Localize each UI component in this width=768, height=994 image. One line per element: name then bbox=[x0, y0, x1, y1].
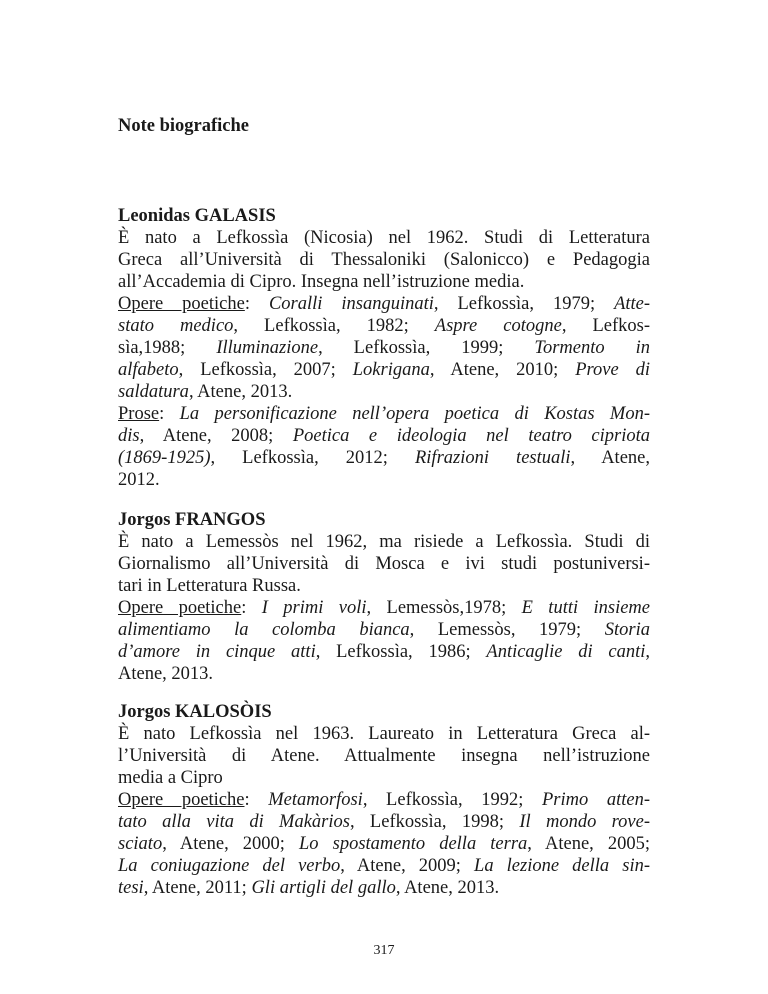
bio-line bbox=[118, 575, 650, 597]
work-title: La lezione della sin- bbox=[474, 856, 650, 876]
text-run: media a Cipro bbox=[118, 768, 223, 788]
bio-line bbox=[118, 723, 650, 745]
text-run: , Lefkossìa, 2007; bbox=[178, 360, 353, 380]
text-run: sìa,1988; bbox=[118, 338, 217, 358]
work-title: stato medico bbox=[118, 316, 234, 336]
text-run: , Atene, 2011; bbox=[143, 878, 252, 898]
text-run: , Lefkossìa, 1999; bbox=[318, 338, 535, 358]
bio-line bbox=[118, 337, 650, 359]
work-title: alimentiamo la colomba bianca bbox=[118, 620, 410, 640]
text-run: , Lemessòs, 1979; bbox=[409, 620, 605, 640]
work-title: Metamorfosi bbox=[268, 790, 363, 810]
text-run: , Lefkossìa, 2012; bbox=[210, 448, 415, 468]
bio-frangos bbox=[118, 509, 650, 685]
bio-line bbox=[118, 877, 650, 899]
bio-name: Leonidas GALASIS bbox=[118, 206, 276, 226]
work-title: Rifrazioni testuali bbox=[414, 448, 571, 468]
bio-galasis bbox=[118, 205, 650, 491]
work-title: Prove di bbox=[575, 360, 650, 380]
bio-line bbox=[118, 855, 650, 877]
bio-line bbox=[118, 663, 650, 685]
work-title: tato alla vita di Makàrios bbox=[118, 812, 350, 832]
section-label: Opere poetiche bbox=[118, 598, 242, 618]
text-run: , Atene, 2008; bbox=[139, 426, 293, 446]
text-run: È nato Lefkossìa nel 1963. Laureato in Letteratura Greca al- bbox=[118, 724, 650, 744]
text-run: , Lefkossìa, 1986; bbox=[315, 642, 487, 662]
work-title: d’amore in cinque atti bbox=[118, 642, 316, 662]
text-run: Greca all’Università di Thessaloniki (Salonicco) e Pedagogia bbox=[118, 250, 650, 270]
text-run: , Atene, 2013. bbox=[395, 878, 500, 898]
work-title: tesi bbox=[118, 878, 144, 898]
work-title: Lokrigana bbox=[352, 360, 430, 380]
bio-line bbox=[118, 293, 650, 315]
text-run: , Atene, 2013. bbox=[188, 382, 293, 402]
bio-name: Jorgos KALOSÒIS bbox=[118, 702, 272, 722]
work-title: Storia bbox=[604, 620, 650, 640]
work-title: Il mondo rove- bbox=[519, 812, 650, 832]
work-title: La coniugazione del verbo bbox=[118, 856, 341, 876]
work-title: Primo atten- bbox=[541, 790, 651, 810]
section-label: Opere poetiche bbox=[118, 790, 245, 810]
work-title: I primi voli bbox=[261, 598, 367, 618]
bio-line bbox=[118, 789, 650, 811]
text-run: : bbox=[244, 790, 269, 810]
bio-line bbox=[118, 315, 650, 337]
work-title: Lo spostamento della terra bbox=[299, 834, 528, 854]
bio-line bbox=[118, 403, 650, 425]
work-title: Aspre cotogne bbox=[434, 316, 562, 336]
bio-name: Jorgos FRANGOS bbox=[118, 510, 266, 530]
work-title: (1869-1925) bbox=[118, 448, 211, 468]
text-run: , Lemessòs,1978; bbox=[366, 598, 522, 618]
text-run: : bbox=[244, 294, 269, 314]
text-run: , bbox=[645, 642, 650, 662]
section-label: Opere poetiche bbox=[118, 294, 245, 314]
bio-kalosois bbox=[118, 701, 650, 899]
bio-line bbox=[118, 531, 650, 553]
bio-line bbox=[118, 425, 650, 447]
work-title: La personificazione nell’opera poetica di Kostas Mon- bbox=[179, 404, 651, 424]
text-run: all’Accademia di Cipro. Insegna nell’istruzione media. bbox=[118, 272, 525, 292]
text-run: È nato a Lefkossìa (Nicosia) nel 1962. Studi di Letteratura bbox=[118, 228, 650, 248]
section-heading: Note biografiche bbox=[118, 116, 250, 136]
work-title: Atte- bbox=[614, 294, 651, 314]
section-label: Prose bbox=[118, 404, 160, 424]
work-title: E tutti insieme bbox=[521, 598, 651, 618]
work-title: saldatura bbox=[118, 382, 189, 402]
text-run: , Atene, 2009; bbox=[340, 856, 475, 876]
work-title: Coralli insanguinati bbox=[268, 294, 434, 314]
bio-line bbox=[118, 597, 650, 619]
text-run: : bbox=[241, 598, 262, 618]
text-run: tari in Letteratura Russa. bbox=[118, 576, 301, 596]
work-title: Tormento in bbox=[534, 338, 650, 358]
text-run: , Atene, 2010; bbox=[429, 360, 576, 380]
text-run: Atene, 2013. bbox=[118, 664, 214, 684]
text-run: , Lefkos- bbox=[561, 316, 650, 336]
text-run: , Lefkossìa, 1979; bbox=[433, 294, 615, 314]
bio-line bbox=[118, 767, 650, 789]
bio-line bbox=[118, 553, 650, 575]
bio-line bbox=[118, 447, 650, 469]
work-title: sciato bbox=[118, 834, 163, 854]
bio-line bbox=[118, 249, 650, 271]
work-title: Illuminazione bbox=[216, 338, 319, 358]
bio-line bbox=[118, 745, 650, 767]
bio-line bbox=[118, 833, 650, 855]
page-number: 317 bbox=[373, 943, 395, 958]
text-run: l’Università di Atene. Attualmente insegna nell’istruzione bbox=[118, 746, 650, 766]
text-run: : bbox=[159, 404, 180, 424]
bio-line bbox=[118, 811, 650, 833]
work-title: dis bbox=[118, 426, 140, 446]
text-run: , Atene, bbox=[570, 448, 650, 468]
bio-line bbox=[118, 619, 650, 641]
text-run: Giornalismo all’Università di Mosca e ivi studi postuniversi- bbox=[118, 554, 650, 574]
bio-line bbox=[118, 227, 650, 249]
work-title: alfabeto bbox=[118, 360, 179, 380]
work-title: Poetica e ideologia nel teatro cipriota bbox=[292, 426, 651, 446]
text-run: , Atene, 2000; bbox=[162, 834, 299, 854]
text-run: , Lefkossìa, 1982; bbox=[233, 316, 435, 336]
bio-line bbox=[118, 271, 650, 293]
bio-line bbox=[118, 381, 650, 403]
bio-line bbox=[118, 641, 650, 663]
work-title: Gli artigli del gallo bbox=[251, 878, 396, 898]
text-run: 2012. bbox=[118, 470, 160, 490]
text-run: , Lefkossìa, 1992; bbox=[362, 790, 542, 810]
text-run: , Lefkossìa, 1998; bbox=[349, 812, 520, 832]
text-run: È nato a Lemessòs nel 1962, ma risiede a Lefkossìa. Studi di bbox=[118, 532, 650, 552]
text-run: , Atene, 2005; bbox=[527, 834, 651, 854]
work-title: Anticaglie di canti bbox=[486, 642, 646, 662]
bio-line bbox=[118, 469, 650, 491]
bio-line bbox=[118, 359, 650, 381]
